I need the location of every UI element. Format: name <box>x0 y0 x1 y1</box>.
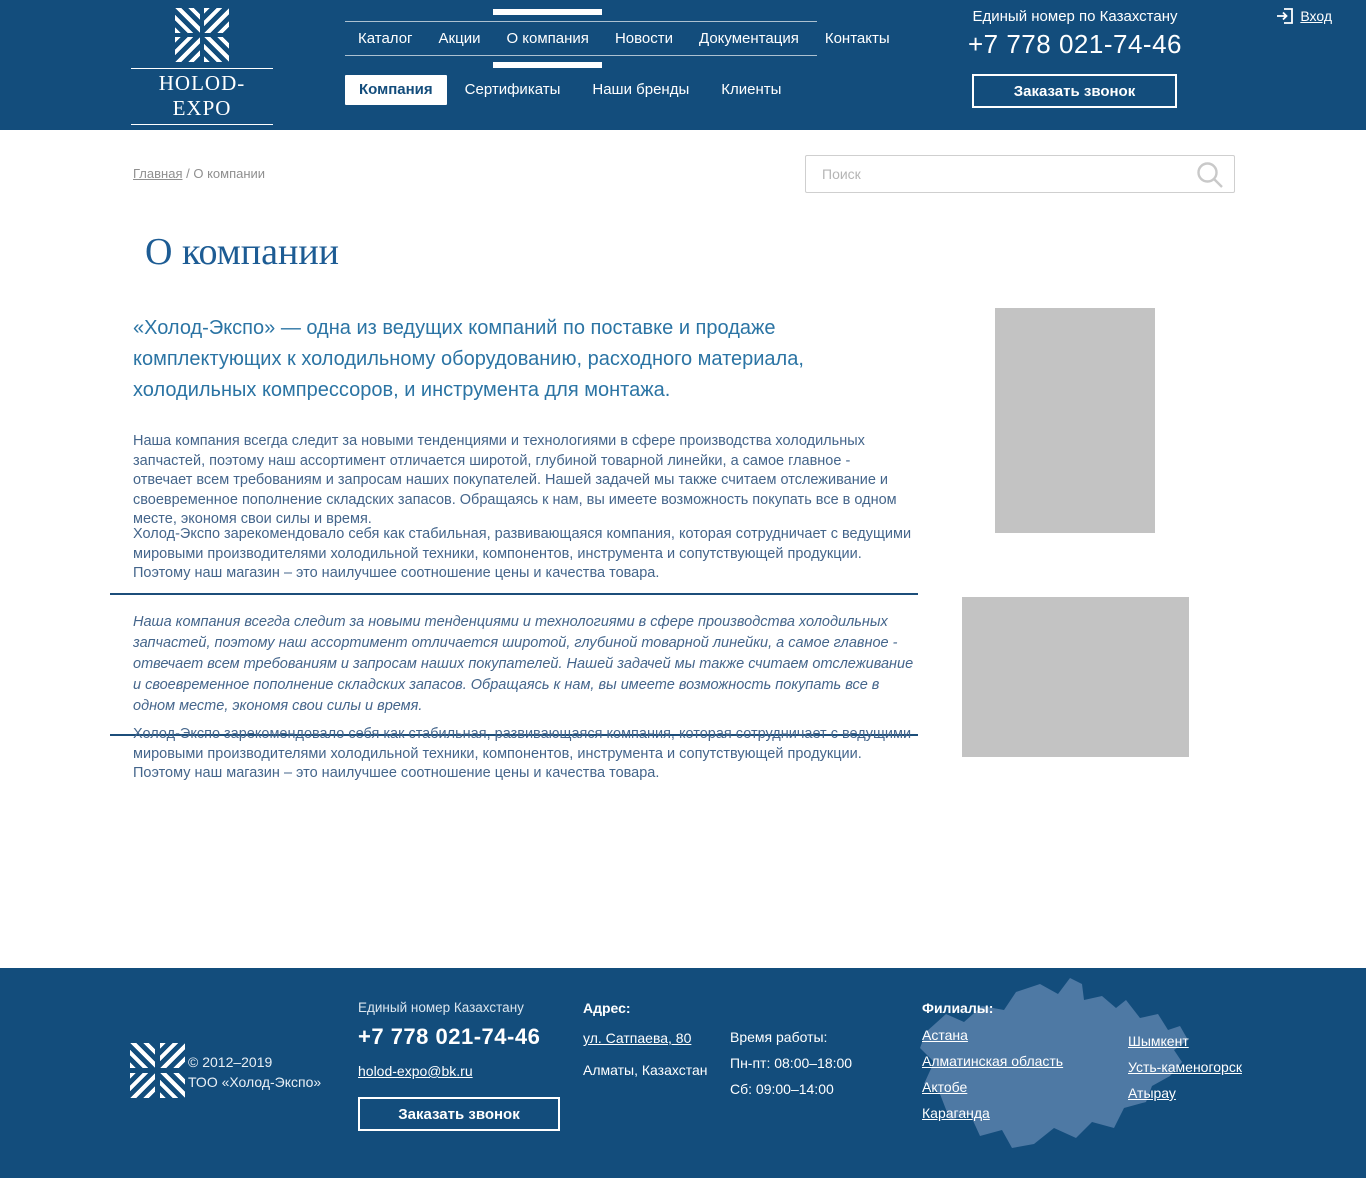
branches-title: Филиалы: <box>922 1000 994 1016</box>
footer-branches-column-1 <box>922 1000 1063 1120</box>
lead-paragraph: «Холод-Экспо» — одна из ведущих компаний по поставке и продаже комплектующих к холодильному оборудованию, расходного материала, холодильных компрессоров, и инструмента для монтажа. <box>133 317 804 401</box>
site-header <box>0 0 1366 130</box>
footer-hours-column <box>730 1030 852 1108</box>
logo-title: HOLOD-EXPO <box>131 68 273 125</box>
breadcrumb-home-link[interactable]: Главная <box>133 166 183 181</box>
about-image-placeholder-2 <box>962 597 1189 757</box>
footer-copyright <box>188 1052 321 1092</box>
main-nav <box>345 15 890 62</box>
branch-link-ust-kamenogorsk[interactable]: Усть-каменогорск <box>1128 1059 1242 1075</box>
breadcrumb-separator: / <box>186 166 194 181</box>
address-title: Адрес: <box>583 1000 631 1016</box>
site-footer <box>0 968 1366 1178</box>
footer-address-column <box>583 1000 707 1080</box>
about-paragraph-3: Холод-Экспо зарекомендовало себя как стабильная, развивающаяся компания, которая сотрудничает с ведущими мировыми производителями холодильной техники, компонентов, инструмента и сопутствующей продукции. Поэтому наш магазин – это наилучшее соотношение цены и качества товара. <box>133 726 912 781</box>
nav-item-documentation[interactable]: Документация <box>699 30 799 47</box>
breadcrumb <box>133 166 265 181</box>
page-title: О компании <box>145 231 340 273</box>
logo[interactable] <box>131 8 273 140</box>
hours-title: Время работы: <box>730 1029 828 1045</box>
subnav-item-brands[interactable]: Наши бренды <box>592 81 690 98</box>
branch-link-karaganda[interactable]: Караганда <box>922 1105 990 1121</box>
copyright-years: © 2012–2019 <box>188 1054 273 1070</box>
branch-link-astana[interactable]: Астана <box>922 1027 968 1043</box>
branch-link-atyrau[interactable]: Атырау <box>1128 1085 1176 1101</box>
request-call-button[interactable]: Заказать звонок <box>972 74 1177 108</box>
branch-link-almaty-region[interactable]: Алматинская область <box>922 1053 1064 1069</box>
page-main <box>0 130 1366 968</box>
footer-contacts-column <box>358 1000 560 1131</box>
subnav-item-company[interactable]: Компания <box>345 75 447 105</box>
logo-pinwheel-icon <box>175 8 229 62</box>
nav-item-catalog[interactable]: Каталог <box>358 30 413 47</box>
footer-phone-number[interactable]: +7 778 021-74-46 <box>358 1024 541 1049</box>
branch-link-shymkent[interactable]: Шымкент <box>1128 1033 1189 1049</box>
subnav-item-clients[interactable]: Клиенты <box>721 81 782 98</box>
sub-nav <box>345 75 795 105</box>
branch-link-aktobe[interactable]: Актобе <box>922 1079 968 1095</box>
about-quote: Наша компания всегда следит за новыми тенденциями и технологиями в сфере производства холодильных запчастей, поэтому наш ассортимент отличается широтой, глубиной товарной линейки, а самое главное - отвечает всем требованиям и запросам наших покупателей. Нашей задачей мы также считаем отслеживание и своевременное пополнение складских запасов. Обращаясь к нам, вы имеете возможность покупать все в одном месте, экономя свои силы и время. <box>110 593 918 736</box>
login-link[interactable] <box>1276 7 1332 25</box>
hours-weekdays: Пн-пт: 08:00–18:00 <box>730 1055 853 1071</box>
search-icon[interactable] <box>1194 159 1226 196</box>
search-input[interactable] <box>806 156 1190 192</box>
nav-item-contacts[interactable]: Контакты <box>824 30 890 47</box>
phone-label: Единый номер по Казахстану <box>972 8 1178 25</box>
phone-number[interactable]: +7 778 021-74-46 <box>967 29 1182 59</box>
footer-phone-label: Единый номер Казахстану <box>358 1000 524 1015</box>
footer-request-call-button[interactable]: Заказать звонок <box>358 1097 560 1131</box>
hours-saturday: Сб: 09:00–14:00 <box>730 1081 834 1097</box>
login-label: Вход <box>1300 8 1332 24</box>
about-paragraph-2: Холод-Экспо зарекомендовало себя как стабильная, развивающаяся компания, которая сотрудничает с ведущими мировыми производителями холодильной техники, компонентов, инструмента и сопутствующей продукции. Поэтому наш магазин – это наилучшее соотношение цены и качества товара. <box>133 526 912 581</box>
breadcrumb-current: О компании <box>193 166 266 181</box>
footer-branches-column-2 <box>1128 1022 1242 1100</box>
footer-logo-icon[interactable] <box>130 1043 185 1098</box>
header-phone-block <box>955 8 1195 60</box>
copyright-company: ТОО «Холод-Экспо» <box>188 1074 322 1090</box>
login-icon <box>1276 7 1294 25</box>
address-city: Алматы, Казахстан <box>583 1062 708 1078</box>
nav-item-promotions[interactable]: Акции <box>438 30 481 47</box>
search-box <box>805 155 1235 193</box>
address-street-link[interactable]: ул. Сатпаева, 80 <box>583 1030 692 1046</box>
nav-item-news[interactable]: Новости <box>614 30 674 47</box>
about-paragraph-1: Наша компания всегда следит за новыми тенденциями и технологиями в сфере производства холодильных запчастей, поэтому наш ассортимент отличается широтой, глубиной товарной линейки, а самое главное - отвечает всем требованиям и запросам наших покупателей. Нашей задачей мы также считаем отслеживание и своевременное пополнение складских запасов. Обращаясь к нам, вы имеете возможность покупать все в одном месте, экономя свои силы и время. <box>133 433 897 527</box>
subnav-item-certificates[interactable]: Сертификаты <box>464 81 561 98</box>
about-image-placeholder-1 <box>995 308 1155 533</box>
nav-item-about[interactable]: О компания <box>493 22 601 55</box>
footer-email-link[interactable]: holod-expo@bk.ru <box>358 1063 473 1079</box>
